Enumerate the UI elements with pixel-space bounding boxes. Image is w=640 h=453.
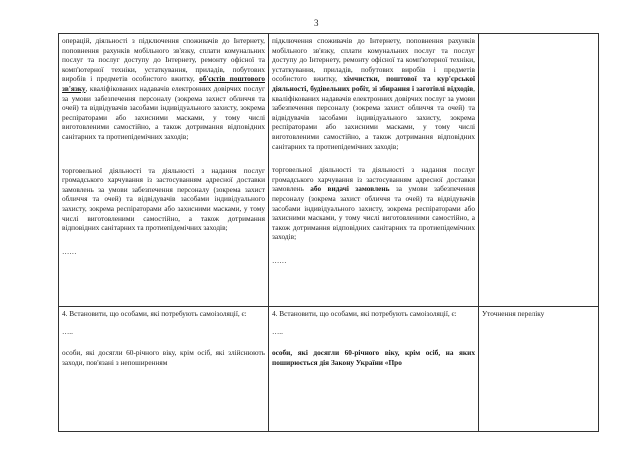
new-paragraph: особи, які досягли 60-річного віку, крім осіб, на яких поширюється дія Закону України «Про — [272, 348, 475, 367]
new-paragraph: 4. Встановити, що особами, які потребують самоізоляції, є: — [272, 309, 457, 318]
old-paragraph: операцій, діяльності з підключення споживачів до Інтернету, поповнення рахунків мобільного зв'язку, сплати комунальних послуг та послуг доступу до Інтернету, ремонту офісної та комп'ютерної техніки, устаткування, приладів, побутових виробів і предметів особистого вжитку, об'єктів поштового зв'язку, кваліфікованих надавачів електронних довірчих послуг за умови забезпечення персоналу (зокрема захист обличчя та очей) та відвідувачів засобами індивідуального захисту, зокрема респіраторами або захисними масками, у тому числі виготовленими самостійно, а також дотримання відповідних санітарних та протиепідемічних заходів; — [62, 36, 265, 141]
ellipsis: ….. — [62, 326, 73, 336]
ellipsis: …… — [62, 246, 77, 256]
ellipsis: …… — [272, 255, 287, 265]
old-text-cell — [59, 307, 269, 432]
table-row — [59, 34, 599, 307]
new-highlight: або видачі замовлень — [310, 184, 390, 194]
old-highlight: об'єктів поштового зв'язку — [62, 74, 265, 93]
note-cell: Уточнення переліку — [479, 307, 599, 432]
table-row — [59, 307, 599, 432]
note-cell — [479, 34, 599, 307]
new-paragraph: підключення споживачів до Інтернету, поповнення рахунків мобільного зв'язку, сплати комунальних послуг та послуг доступу до Інтернету, ремонту офісної та комп'ютерної техніки, устаткування, приладів, побутових виробів і предметів особистого вжитку, хімчистки, поштової та кур'єрської діяльності, будівельних робіт, зі збирання і заготівлі відходів, кваліфікованих надавачів електронних довірчих послуг за умови забезпечення персоналу (зокрема захист обличчя та очей) та відвідувачів засобами індивідуального захисту, зокрема респіраторами або захисними масками, у тому числі виготовленими самостійно, а також дотримання відповідних санітарних та протиепідемічних заходів; — [272, 36, 476, 151]
ellipsis: ….. — [272, 326, 283, 336]
page-number: 3 — [314, 18, 319, 28]
new-paragraph: торговельної діяльності та діяльності з надання послуг громадського харчування із застосуванням адресної доставки замовлень або видачі замовлень за умови забезпечення персоналу (зокрема захист обличчя та очей) та відвідувачів засобами індивідуального захисту, зокрема респіраторами або захисними масками, у тому числі виготовленими самостійно, а також дотримання відповідних санітарних та протиепідемічних заходів; — [272, 165, 475, 242]
new-text-cell — [269, 34, 479, 307]
comparison-table — [58, 33, 599, 432]
old-paragraph: 4. Встановити, що особами, які потребують самоізоляції, є: — [62, 309, 247, 318]
old-text-cell — [59, 34, 269, 307]
new-text-cell — [269, 307, 479, 432]
old-paragraph: особи, які досягли 60-річного віку, крім осіб, які злійснюють заходи, пов'язані з непоширенням — [62, 348, 265, 367]
new-highlight: хімчистки, поштової та кур'єрської діяльності, будівельних робіт, зі збирання і заготівлі відходів — [272, 74, 476, 93]
old-paragraph: торговельної діяльності та діяльності з надання послуг громадського харчування із застосуванням адресної доставки замовлень за умови забезпечення персоналу (зокрема захист обличчя та очей) та відвідувачів засобами індивідуального захисту, зокрема респіраторами або захисними масками, у тому числі виготовленими самостійно, а також дотримання відповідних санітарних та протиепідемічних заходів; — [62, 165, 265, 233]
